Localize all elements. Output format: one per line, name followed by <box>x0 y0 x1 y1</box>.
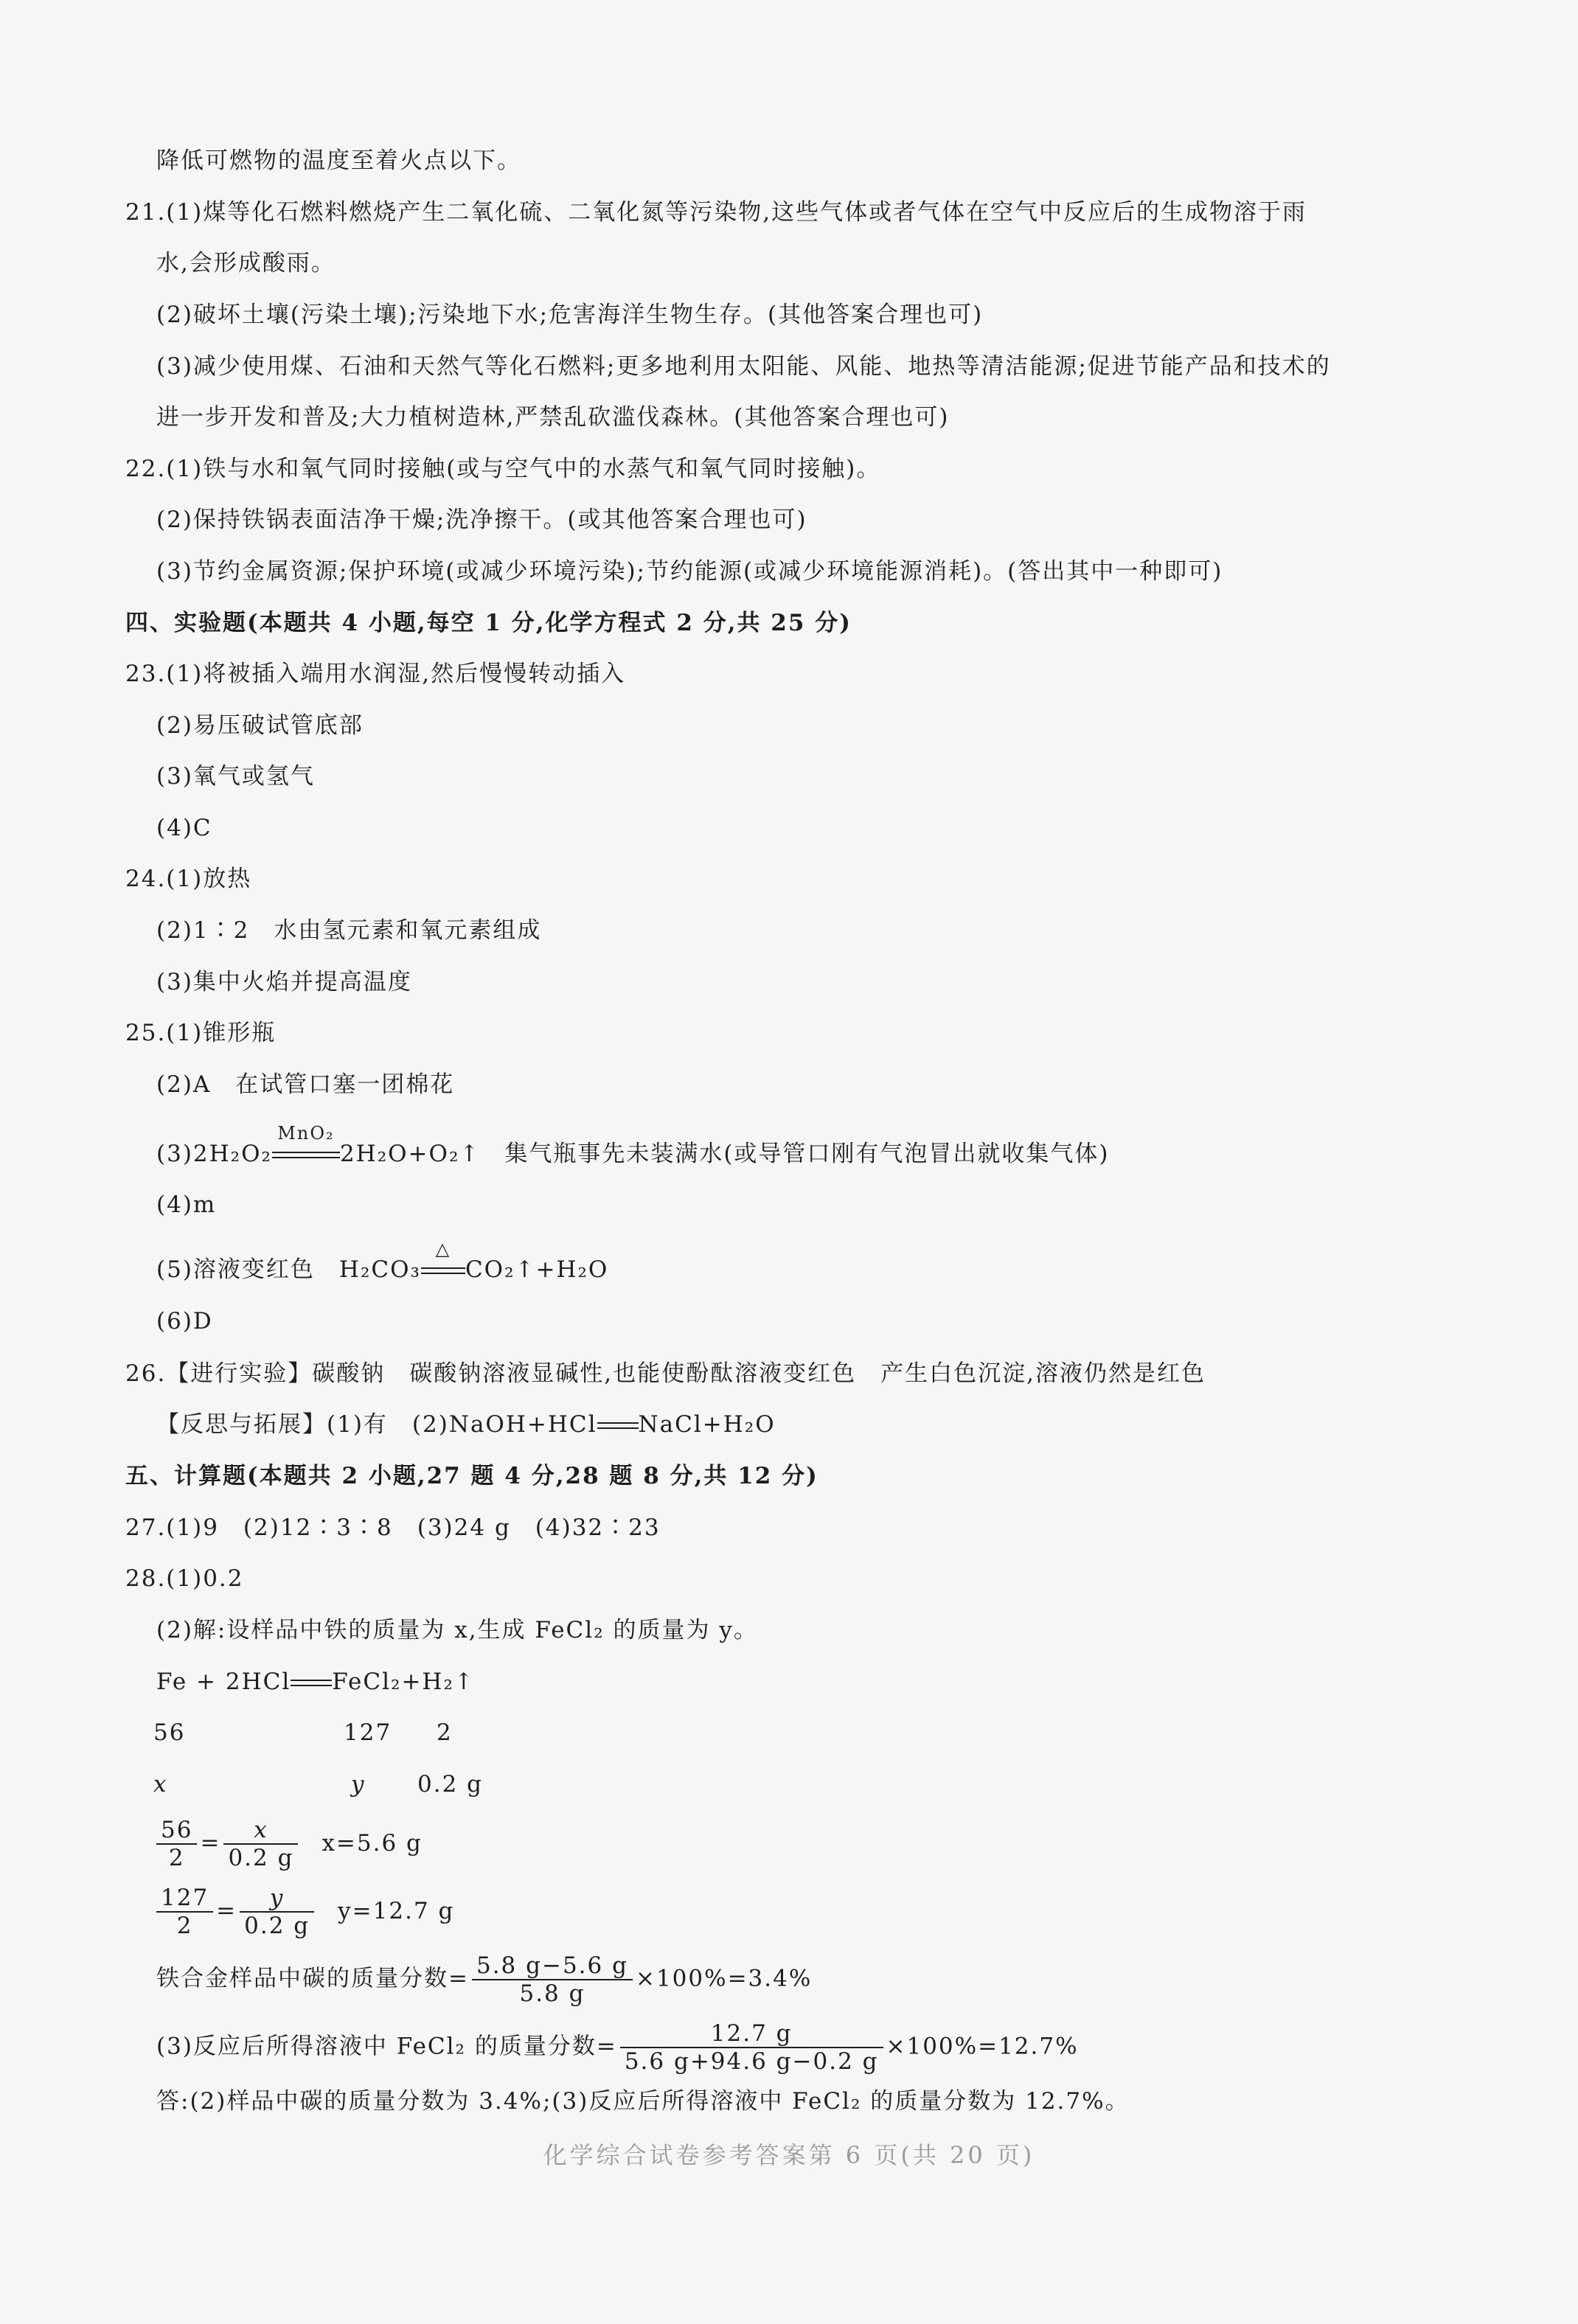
answer-line: (2)解:设样品中铁的质量为 x,生成 FeCl₂ 的质量为 y。 <box>156 1617 758 1643</box>
proportion-y: $\frac{127}{2}$ = $\frac{y}{0.2 g}$ y=12.7 g <box>156 1885 454 1939</box>
reaction-condition: MnO₂ <box>277 1122 335 1144</box>
equation-right: FeCl₂+H₂↑ <box>332 1669 475 1695</box>
reaction-condition: △ <box>435 1238 451 1259</box>
answer-line: (2)A 在试管口塞一团棉花 <box>156 1071 455 1098</box>
equation-right: CO₂↑+H₂O <box>465 1256 609 1283</box>
chemical-equation <box>156 1410 776 1441</box>
section-heading: 五、计算题(本题共 2 小题,27 题 4 分,28 题 8 分,共 12 分) <box>125 1463 818 1489</box>
answer-line: (3)减少使用煤、石油和天然气等化石燃料;更多地利用太阳能、风能、地热等清洁能源;促进节能产品和技术的 <box>156 353 1331 380</box>
fecl2-fraction-calc: (3)反应后所得溶液中 FeCl₂ 的质量分数= $\frac{12.7 g}{5.6 g+94.6 g-0.2 g}$ ×100%=12.7% <box>156 2020 1079 2075</box>
molar-mass-fecl2: 127 <box>344 1719 392 1746</box>
mass-h2: 0.2 g <box>417 1771 483 1798</box>
equation-left: Fe + 2HCl <box>156 1669 291 1695</box>
answer-line: 22.(1)铁与水和氧气同时接触(或与空气中的水蒸气和氧气同时接触)。 <box>125 456 881 482</box>
answer-line: (2)易压破试管底部 <box>156 712 364 739</box>
equals-sign <box>421 1238 465 1286</box>
answer-line: 24.(1)放热 <box>125 866 252 892</box>
answer-line: (4)C <box>156 815 212 841</box>
equals-sign <box>291 1669 332 1698</box>
answer-line: (6)D <box>156 1308 213 1335</box>
chemical-equation <box>156 1667 475 1698</box>
answer-line: 降低可燃物的温度至着火点以下。 <box>156 147 521 174</box>
answer-line: (3)氧气或氢气 <box>156 763 315 790</box>
answer-line: (2)1∶2 水由氢元素和氧元素组成 <box>156 917 542 944</box>
answer-line: 23.(1)将被插入端用水润湿,然后慢慢转动插入 <box>125 661 626 687</box>
molar-mass-fe: 56 <box>153 1719 186 1746</box>
unknown-x: x <box>153 1771 168 1798</box>
equation-right: 2H₂O+O₂↑ 集气瓶事先未装满水(或导管口刚有气泡冒出就收集气体) <box>339 1141 1110 1167</box>
answer-line: (3)集中火焰并提高温度 <box>156 969 412 995</box>
answer-line: 进一步开发和普及;大力植树造林,严禁乱砍滥伐森林。(其他答案合理也可) <box>156 404 950 431</box>
answer-line: (2)保持铁锅表面洁净干燥;洗净擦干。(或其他答案合理也可) <box>156 507 807 533</box>
result-y: y=12.7 g <box>338 1897 455 1924</box>
equation-left: (3)2H₂O₂ <box>156 1141 272 1167</box>
molar-mass-h2: 2 <box>437 1719 453 1746</box>
answer-line: 21.(1)煤等化石燃料燃烧产生二氧化硫、二氧化氮等污染物,这些气体或者气体在空气中反应后的生成物溶于雨 <box>125 199 1307 226</box>
equals-sign <box>597 1411 639 1441</box>
page-footer: 化学综合试卷参考答案第 6 页(共 20 页) <box>543 2141 1035 2169</box>
answer-line: (3)节约金属资源;保护环境(或减少环境污染);节约能源(或减少环境能源消耗)。(答出其中一种即可) <box>156 558 1223 585</box>
answer-line: 25.(1)锥形瓶 <box>125 1020 277 1046</box>
answer-line: (4)m <box>156 1191 217 1218</box>
proportion-x: $\frac{56}{2}$ = $\frac{x}{0.2 g}$ x=5.6 g <box>156 1817 423 1871</box>
section-heading: 四、实验题(本题共 4 小题,每空 1 分,化学方程式 2 分,共 25 分) <box>125 610 852 636</box>
answer-line: (2)破坏土壤(污染土壤);污染地下水;危害海洋生物生存。(其他答案合理也可) <box>156 302 984 328</box>
answer-line: 28.(1)0.2 <box>125 1565 244 1592</box>
carbon-fraction-calc: 铁合金样品中碳的质量分数= $\frac{5.8 g-5.6 g}{5.8 g}$ ×100%=3.4% <box>156 1952 813 2007</box>
answer-line: 水,会形成酸雨。 <box>156 250 336 276</box>
final-answer: 答:(2)样品中碳的质量分数为 3.4%;(3)反应后所得溶液中 FeCl₂ 的质量分数为 12.7%。 <box>156 2088 1130 2115</box>
equation-left: 【反思与拓展】(1)有 (2)NaOH+HCl <box>156 1411 597 1438</box>
answer-line: 26.【进行实验】碳酸钠 碳酸钠溶液显碱性,也能使酚酞溶液变红色 产生白色沉淀,溶液仍然是红色 <box>125 1360 1206 1387</box>
answer-line: 27.(1)9 (2)12∶3∶8 (3)24 g (4)32∶23 <box>125 1514 661 1541</box>
chemical-equation <box>156 1122 1110 1170</box>
equation-left: (5)溶液变红色 H₂CO₃ <box>156 1256 421 1283</box>
result-x: x=5.6 g <box>321 1829 423 1857</box>
equation-right: NaCl+H₂O <box>638 1411 776 1438</box>
chemical-equation <box>156 1238 609 1286</box>
equals-sign <box>272 1122 340 1170</box>
unknown-y: y <box>351 1771 366 1798</box>
